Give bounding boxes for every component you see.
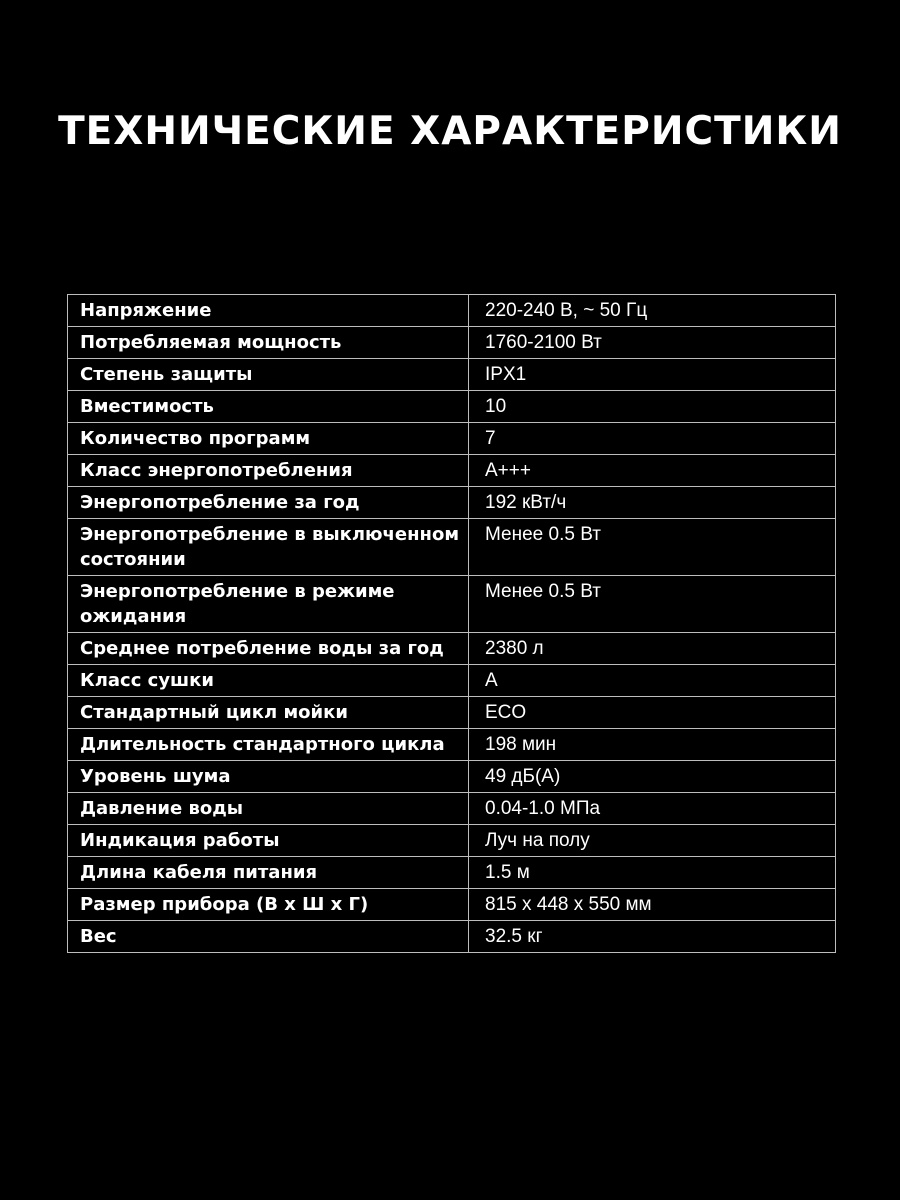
spec-value: 1760-2100 Вт — [469, 327, 836, 359]
spec-value: 192 кВт/ч — [469, 487, 836, 519]
spec-value: 815 х 448 х 550 мм — [469, 889, 836, 921]
spec-value: 10 — [469, 391, 836, 423]
spec-row-standard-cycle — [68, 697, 836, 729]
spec-name: Степень защиты — [68, 359, 469, 391]
spec-row-capacity — [68, 391, 836, 423]
spec-name: Стандартный цикл мойки — [68, 697, 469, 729]
spec-row-standby-energy — [68, 576, 836, 633]
spec-name: Вес — [68, 921, 469, 953]
spec-value: A+++ — [469, 455, 836, 487]
spec-value: 2380 л — [469, 633, 836, 665]
spec-row-water-consumption — [68, 633, 836, 665]
spec-row-power — [68, 327, 836, 359]
spec-row-water-pressure — [68, 793, 836, 825]
spec-name: Размер прибора (В х Ш х Г) — [68, 889, 469, 921]
spec-row-programs — [68, 423, 836, 455]
spec-row-cycle-duration — [68, 729, 836, 761]
spec-row-off-mode-energy — [68, 519, 836, 576]
spec-name: Класс энергопотребления — [68, 455, 469, 487]
spec-value: IPX1 — [469, 359, 836, 391]
spec-name: Класс сушки — [68, 665, 469, 697]
spec-row-annual-energy — [68, 487, 836, 519]
spec-value: 0.04-1.0 МПа — [469, 793, 836, 825]
specifications-table — [67, 294, 836, 953]
spec-value: 198 мин — [469, 729, 836, 761]
spec-row-operation-indicator — [68, 825, 836, 857]
spec-name: Длина кабеля питания — [68, 857, 469, 889]
spec-value: 1.5 м — [469, 857, 836, 889]
spec-row-noise-level — [68, 761, 836, 793]
spec-name: Количество программ — [68, 423, 469, 455]
spec-value: Менее 0.5 Вт — [469, 519, 836, 576]
spec-name: Энергопотребление в режиме ожидания — [68, 576, 469, 633]
spec-row-energy-class — [68, 455, 836, 487]
spec-value: 49 дБ(А) — [469, 761, 836, 793]
spec-name: Индикация работы — [68, 825, 469, 857]
spec-name: Энергопотребление в выключенном состоянии — [68, 519, 469, 576]
spec-value: 7 — [469, 423, 836, 455]
spec-name: Энергопотребление за год — [68, 487, 469, 519]
spec-value: 220-240 В, ~ 50 Гц — [469, 295, 836, 327]
spec-name: Среднее потребление воды за год — [68, 633, 469, 665]
spec-value: A — [469, 665, 836, 697]
spec-name: Давление воды — [68, 793, 469, 825]
spec-row-drying-class — [68, 665, 836, 697]
spec-row-dimensions — [68, 889, 836, 921]
spec-value: Менее 0.5 Вт — [469, 576, 836, 633]
spec-name: Вместимость — [68, 391, 469, 423]
spec-row-cable-length — [68, 857, 836, 889]
spec-value: 32.5 кг — [469, 921, 836, 953]
spec-name: Уровень шума — [68, 761, 469, 793]
spec-row-weight — [68, 921, 836, 953]
spec-name: Потребляемая мощность — [68, 327, 469, 359]
page-title: ТЕХНИЧЕСКИЕ ХАРАКТЕРИСТИКИ — [58, 109, 842, 154]
spec-row-protection — [68, 359, 836, 391]
spec-name: Напряжение — [68, 295, 469, 327]
spec-name: Длительность стандартного цикла — [68, 729, 469, 761]
spec-row-voltage — [68, 295, 836, 327]
spec-value: Луч на полу — [469, 825, 836, 857]
spec-value: ECO — [469, 697, 836, 729]
